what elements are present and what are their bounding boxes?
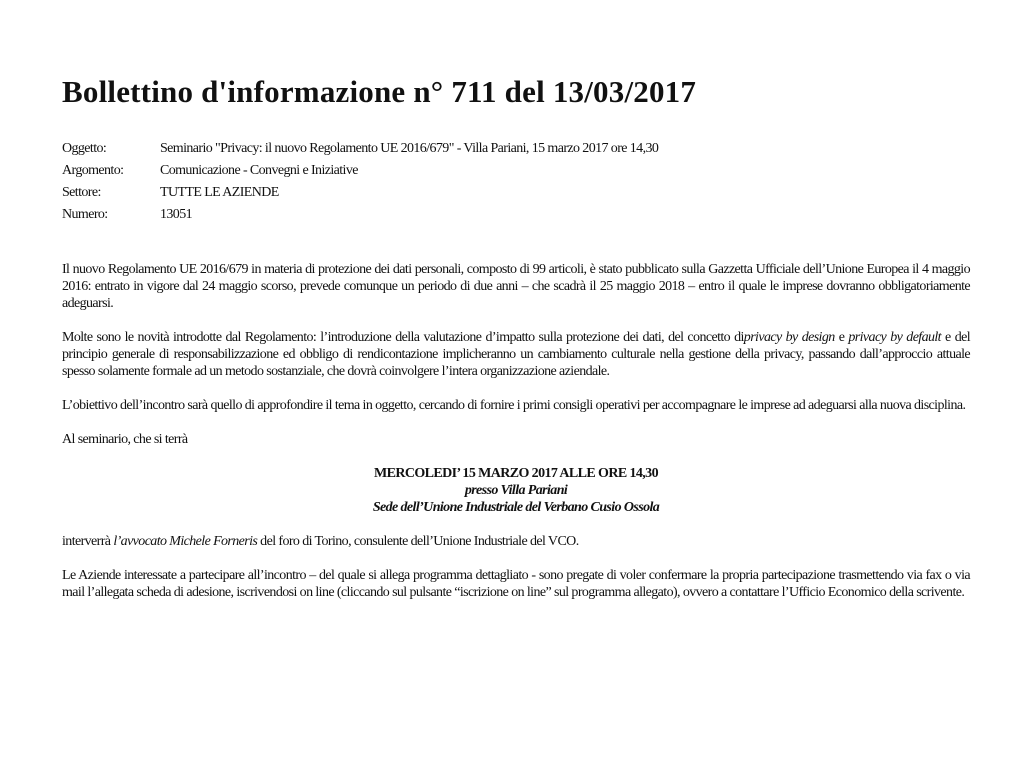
paragraph-text: e: [834, 330, 849, 345]
speaker-name: l’avvocato Michele Forneris: [113, 534, 258, 549]
emphasis-text: privacy by design: [743, 330, 835, 345]
paragraph-adesione: Le Aziende interessate a partecipare all’incontro – del quale si allega programma dettagliato - sono pregate di voler confermare la propria partecipazione trasmettendo via fax o via mail l’allegata scheda di adesione, iscrivendosi on line (cliccando sul pulsante “iscrizione on line” sul programma allegato), ovvero a contattare l’Ufficio Economico della scrivente.: [62, 568, 970, 600]
paragraph-text: interverrà: [62, 534, 114, 549]
meta-value: Seminario "Privacy: il nuovo Regolamento UE 2016/679" - Villa Pariani, 15 marzo 2017 ore 14,30: [160, 141, 659, 156]
paragraph-text: del foro di Torino, consulente dell’Unione Industriale del VCO.: [257, 534, 579, 549]
meta-value: Comunicazione - Convegni e Iniziative: [160, 163, 358, 178]
event-seat: Sede dell’Unione Industriale del Verbano Cusio Ossola: [372, 500, 660, 515]
emphasis-text: privacy by default: [848, 330, 941, 345]
paragraph-novita: [62, 329, 970, 380]
meta-row-argomento: [62, 160, 658, 182]
meta-value: TUTTE LE AZIENDE: [160, 185, 279, 200]
meta-value: 13051: [160, 207, 193, 222]
meta-label: Numero:: [62, 207, 108, 222]
event-date: MERCOLEDI’ 15 MARZO 2017 ALLE ORE 14,30: [374, 466, 658, 481]
meta-row-oggetto: [62, 138, 658, 160]
page-title: Bollettino d'informazione n° 711 del 13/03/2017: [62, 74, 697, 109]
meta-row-settore: [62, 182, 658, 204]
paragraph-seminario-intro: Al seminario, che si terrà: [62, 432, 188, 447]
paragraph-regolamento: Il nuovo Regolamento UE 2016/679 in materia di protezione dei dati personali, composto di 99 articoli, è stato pubblicato sulla Gazzetta Ufficiale dell’Unione Europea il 4 maggio 2016: entrato in vigore dal 24 maggio scorso, prevede comunque un periodo di due anni – che scadrà il 25 maggio 2018 – entro il quale le imprese dovranno obbligatoriamente adeguarsi.: [62, 262, 970, 311]
meta-table: [62, 138, 658, 226]
bulletin-body: [62, 261, 970, 601]
meta-row-numero: [62, 204, 658, 226]
event-details: [62, 465, 970, 516]
event-place: presso Villa Pariani: [464, 483, 568, 498]
meta-label: Oggetto:: [62, 141, 107, 156]
meta-label: Settore:: [62, 185, 101, 200]
meta-label: Argomento:: [62, 163, 124, 178]
paragraph-text: e del principio generale di responsabilizzazione ed obbligo di rendicontazione implicheranno un cambiamento culturale nella gestione della privacy, passando dall’approccio attuale spesso solamente formale ad un metodo sostanziale, che dovrà coinvolgere l’intera organizzazione aziendale.: [62, 330, 971, 379]
paragraph-relatore: [62, 533, 970, 550]
paragraph-obiettivo: L’obiettivo dell’incontro sarà quello di approfondire il tema in oggetto, cercando di fornire i primi consigli operativi per accompagnare le imprese ad adeguarsi alla nuova disciplina.: [62, 398, 966, 413]
paragraph-text: Molte sono le novità introdotte dal Regolamento: l’introduzione della valutazione d’impatto sulla protezione dei dati, del concetto di: [62, 330, 744, 345]
